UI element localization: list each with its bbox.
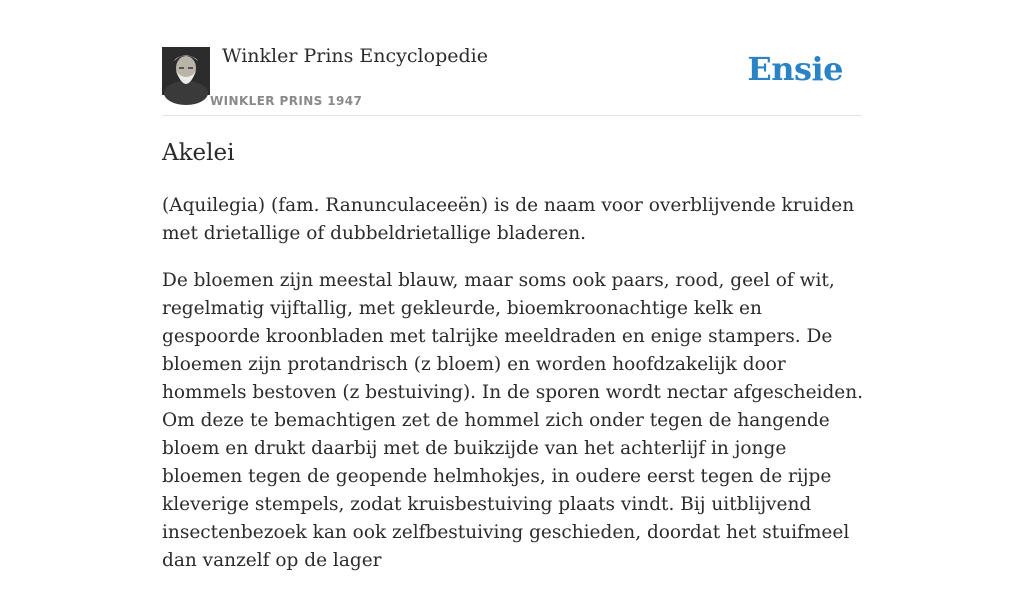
ensie-logo-link[interactable]: Ensie [747,50,843,88]
source-subtitle: WINKLER PRINS 1947 [210,94,363,108]
article-paragraph: (Aquilegia) (fam. Ranunculaceeën) is de naam voor overblijvende kruiden met drietallige of dubbeldrietallige bladeren. [162,195,855,244]
source-header [162,0,862,116]
avatar[interactable] [162,47,210,95]
source-title[interactable]: Winkler Prins Encyclopedie [222,45,488,67]
bearded-man-portrait-icon [162,47,210,95]
article-paragraph: De bloemen zijn meestal blauw, maar soms ook paars, rood, geel of wit, regelmatig vijftallig, met gekleurde, bioemkroonachtige kelk en gespoorde kroonbladen met talrijke meeldraden en enige stampers. De bloemen zijn protandrisch (z bloem) en worden hoofdzakelijk door hommels bestoven (z bestuiving). In de sporen wordt nectar afgescheiden. Om deze te bemachtigen zet de hommel zich onder tegen de hangende bloem en drukt daarbij met de buikzijde van het achterlijf in jonge bloemen tegen de geopende helmhokjes, in oudere eerst tegen de rijpe kleverige stempels, zodat kruisbestuiving plaats vindt. Bij uitblijvend insectenbezoek kan ook zelfbestuiving geschieden, doordat het stuifmeel dan vanzelf op de lager [162,270,864,571]
article-title: Akelei [162,140,235,166]
article-body [162,192,864,594]
